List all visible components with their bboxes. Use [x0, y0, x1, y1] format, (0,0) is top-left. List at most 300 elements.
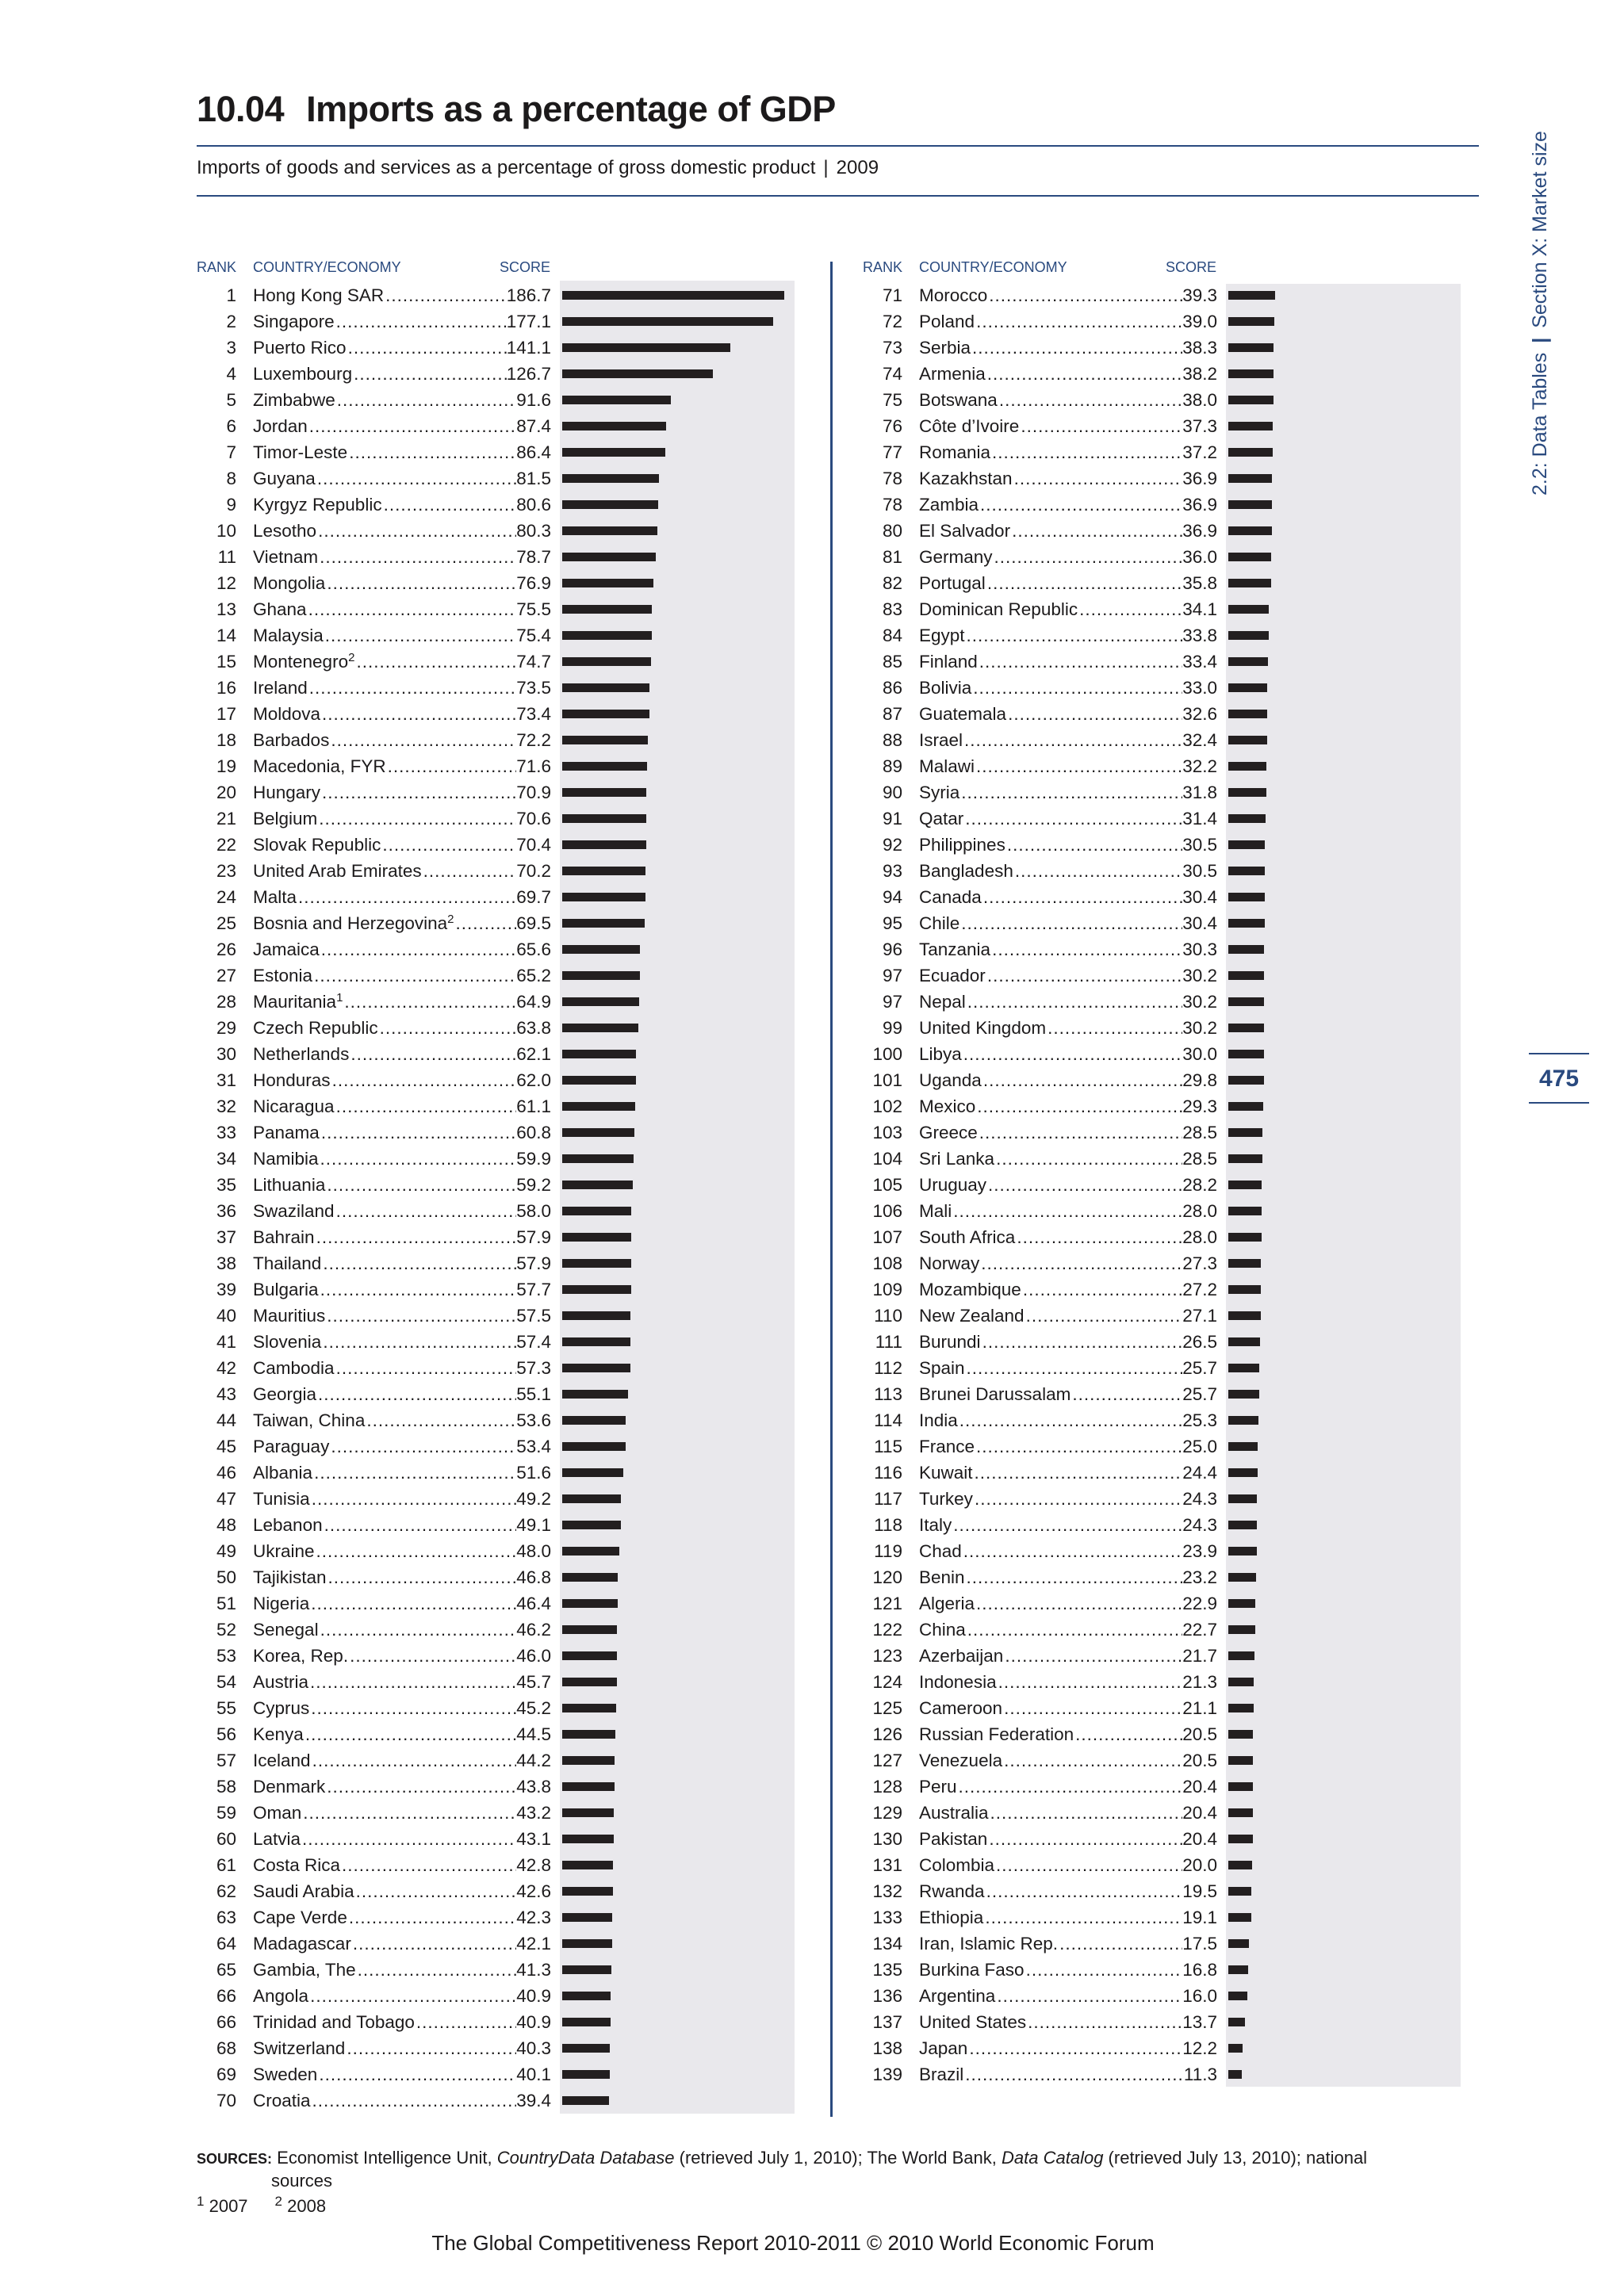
table-row: [197, 1381, 799, 1407]
table-row: [863, 936, 1465, 962]
rank-cell: 40: [216, 1306, 236, 1326]
score-cell: 30.5: [1182, 835, 1217, 855]
country-name-text: Switzerland: [253, 2038, 346, 2058]
country-name-text: Denmark: [253, 1777, 326, 1797]
country-cell: [253, 413, 551, 439]
dot-leader: [325, 1774, 516, 1800]
dot-leader: [1002, 1747, 1182, 1774]
country-cell: [919, 492, 1217, 518]
score-bar: [562, 422, 666, 430]
dot-leader: [308, 413, 516, 439]
country-cell: [919, 701, 1217, 727]
country-name-text: Ecuador: [919, 966, 986, 985]
score-bar: [1228, 945, 1264, 954]
country-name: [919, 308, 975, 335]
dot-leader: [963, 2061, 1184, 2087]
country-name-text: Norway: [919, 1253, 980, 1273]
score-cell: 186.7: [506, 285, 551, 305]
dot-leader: [963, 806, 1182, 832]
score-bar: [1228, 1259, 1261, 1268]
score-bar: [562, 631, 652, 640]
country-cell: [919, 308, 1217, 335]
rank-cell: 89: [882, 756, 902, 776]
table-row: [197, 1067, 799, 1093]
score-cell: 27.1: [1182, 1306, 1217, 1326]
score-bar: [562, 1547, 619, 1556]
rank-cell: 70: [216, 2091, 236, 2110]
rank-cell: 88: [882, 730, 902, 750]
country-cell: [253, 1564, 551, 1590]
country-name: [253, 1486, 310, 1512]
score-cell: 57.9: [516, 1253, 551, 1273]
rank-cell: 90: [882, 783, 902, 802]
country-cell: [919, 596, 1217, 622]
country-cell: [919, 1146, 1217, 1172]
dot-leader: [1002, 1695, 1182, 1721]
table-row: [197, 1276, 799, 1303]
country-name-text: Finland: [919, 652, 978, 672]
country-name-text: Bosnia and Herzegovina: [253, 913, 448, 933]
score-bar: [562, 343, 730, 352]
table-row: [863, 387, 1465, 413]
country-name-text: Rwanda: [919, 1881, 985, 1901]
rank-cell: 8: [226, 469, 236, 488]
rank-cell: 11: [217, 547, 236, 567]
rank-cell: 49: [216, 1541, 236, 1561]
rank-cell: 27: [216, 966, 236, 985]
country-name-text: Costa Rica: [253, 1855, 341, 1875]
dot-leader: [349, 1041, 516, 1067]
country-name-text: El Salvador: [919, 521, 1011, 541]
country-name: [253, 1198, 335, 1224]
footnote-text: 2008: [287, 2196, 327, 2216]
rank-cell: 46: [216, 1463, 236, 1483]
score-cell: 46.2: [516, 1620, 551, 1640]
country-cell: [253, 1015, 551, 1041]
dot-leader: [316, 1381, 516, 1407]
country-name-text: Cyprus: [253, 1698, 310, 1718]
rank-cell: 123: [872, 1646, 902, 1666]
dot-leader: [319, 1617, 517, 1643]
score-bar: [1228, 526, 1272, 535]
table-row: [197, 1041, 799, 1067]
table-row: [863, 1172, 1465, 1198]
country-name: [919, 413, 1019, 439]
score-bar: [1228, 1678, 1254, 1686]
score-bar: [1228, 291, 1275, 300]
country-name: [919, 1355, 965, 1381]
country-name: [253, 1669, 308, 1695]
country-name-text: Montenegro: [253, 652, 349, 672]
country-name: [253, 1355, 335, 1381]
score-cell: 57.7: [516, 1280, 551, 1299]
score-bar: [1228, 683, 1267, 692]
score-cell: 70.6: [516, 809, 551, 828]
dot-leader: [311, 2087, 517, 2114]
dot-leader: [309, 1695, 516, 1721]
table-row: [197, 2009, 799, 2035]
table-row: [863, 335, 1465, 361]
score-cell: 126.7: [506, 364, 551, 384]
country-name-text: Timor-Leste: [253, 442, 348, 462]
country-cell: [919, 962, 1217, 989]
score-cell: 39.4: [516, 2091, 551, 2110]
subtitle-text: Imports of goods and services as a percentage of gross domestic product: [197, 157, 816, 178]
rank-cell: 57: [216, 1751, 236, 1770]
table-row: [863, 1355, 1465, 1381]
country-cell: [919, 1329, 1217, 1355]
rank-cell: 119: [874, 1541, 902, 1561]
table-row: [197, 544, 799, 570]
country-cell: [253, 1093, 551, 1119]
table-row: [197, 1669, 799, 1695]
dot-leader: [454, 910, 517, 936]
score-bar: [1228, 1154, 1262, 1163]
country-name: [253, 1303, 325, 1329]
score-bar: [562, 1468, 623, 1477]
country-cell: [253, 1878, 551, 1904]
score-cell: 86.4: [516, 442, 551, 462]
rank-cell: 124: [872, 1672, 902, 1692]
country-name-text: Colombia: [919, 1855, 995, 1875]
rank-cell: 87: [882, 704, 902, 724]
rank-cell: 114: [874, 1410, 902, 1430]
country-name: [253, 544, 318, 570]
rank-cell: 66: [216, 1986, 236, 2006]
country-name-text: Kazakhstan: [919, 469, 1013, 488]
table-row: [197, 596, 799, 622]
dot-leader: [335, 387, 516, 413]
country-name: [919, 962, 986, 989]
footnotes: [197, 2196, 326, 2217]
dot-leader: [987, 282, 1182, 308]
rank-cell: 74: [882, 364, 902, 384]
score-bar: [1228, 710, 1267, 718]
table-row: [197, 936, 799, 962]
score-bar: [1228, 448, 1273, 457]
table-row: [197, 282, 799, 308]
table-row: [197, 361, 799, 387]
country-name-text: Syria: [919, 783, 960, 802]
country-name: [253, 1931, 351, 1957]
score-cell: 38.0: [1182, 390, 1217, 410]
score-bar: [562, 1913, 612, 1922]
country-name: [919, 1146, 994, 1172]
country-cell: [919, 1957, 1217, 1983]
score-cell: 35.8: [1182, 573, 1217, 593]
subtitle-separator: |: [823, 157, 829, 178]
score-cell: 31.4: [1182, 809, 1217, 828]
rank-cell: 108: [872, 1253, 902, 1273]
rank-cell: 116: [874, 1463, 902, 1483]
country-name: [253, 858, 422, 884]
country-name: [919, 1904, 983, 1931]
country-name-text: Argentina: [919, 1986, 996, 2006]
table-row: [863, 1643, 1465, 1669]
sources-text: (retrieved July 1, 2010); The World Bank,: [674, 2148, 1002, 2168]
table-row: [863, 1538, 1465, 1564]
dot-leader: [952, 1512, 1182, 1538]
score-bar: [1228, 1390, 1259, 1399]
score-cell: 91.6: [516, 390, 551, 410]
country-name: [919, 1643, 1003, 1669]
score-cell: 72.2: [516, 730, 551, 750]
title-rule: [197, 145, 1479, 147]
score-bar: [562, 1494, 621, 1503]
score-cell: 45.2: [516, 1698, 551, 1718]
country-name: [253, 1747, 311, 1774]
country-name-text: Nepal: [919, 992, 966, 1012]
score-bar: [562, 291, 784, 300]
rank-cell: 41: [216, 1332, 236, 1352]
score-bar: [1228, 1311, 1261, 1320]
score-bar: [562, 1704, 616, 1712]
score-bar: [562, 945, 640, 954]
country-name-text: Belgium: [253, 809, 318, 828]
table-row: [197, 1119, 799, 1146]
dot-leader: [323, 1512, 517, 1538]
country-cell: [253, 1486, 551, 1512]
column-divider: [830, 262, 833, 2117]
country-cell: [253, 1198, 551, 1224]
table-row: [863, 1119, 1465, 1146]
dot-leader: [973, 1460, 1183, 1486]
sources-text: sources: [271, 2171, 333, 2191]
score-cell: 80.6: [516, 495, 551, 515]
country-name: [919, 806, 963, 832]
table-row: [197, 1538, 799, 1564]
score-cell: 30.2: [1182, 966, 1217, 985]
country-cell: [253, 2035, 551, 2061]
score-cell: 31.8: [1182, 783, 1217, 802]
country-cell: [253, 727, 551, 753]
table-row: [197, 962, 799, 989]
country-name-text: Egypt: [919, 626, 965, 645]
country-name: [253, 1878, 354, 1904]
dot-leader: [325, 570, 516, 596]
country-name: [919, 1931, 1058, 1957]
table-row: [863, 1224, 1465, 1250]
rank-cell: 28: [216, 992, 236, 1012]
country-name-text: Iceland: [253, 1751, 311, 1770]
table-row: [197, 465, 799, 492]
dot-leader: [979, 492, 1182, 518]
score-cell: 30.3: [1182, 939, 1217, 959]
rank-cell: 103: [872, 1123, 902, 1142]
score-cell: 20.4: [1182, 1829, 1217, 1849]
country-name: [253, 910, 454, 936]
country-name-text: Bangladesh: [919, 861, 1013, 881]
rank-cell: 56: [216, 1724, 236, 1744]
rank-cell: 10: [216, 521, 236, 541]
score-bar: [1228, 1442, 1258, 1451]
score-cell: 27.3: [1182, 1253, 1217, 1273]
country-cell: [919, 465, 1217, 492]
country-name: [253, 1276, 319, 1303]
score-bar: [1228, 867, 1265, 875]
score-cell: 87.4: [516, 416, 551, 436]
rank-cell: 110: [874, 1306, 902, 1326]
country-name-text: Philippines: [919, 835, 1005, 855]
country-cell: [253, 1747, 551, 1774]
country-cell: [919, 910, 1217, 936]
table-row: [197, 1643, 799, 1669]
table-row: [197, 1904, 799, 1931]
dot-leader: [1025, 1303, 1183, 1329]
country-cell: [919, 989, 1217, 1015]
country-name: [253, 1852, 340, 1878]
table-row: [863, 1800, 1465, 1826]
rank-cell: 54: [216, 1672, 236, 1692]
score-cell: 29.3: [1182, 1096, 1217, 1116]
country-name-text: Malaysia: [253, 626, 324, 645]
dot-leader: [348, 1643, 516, 1669]
score-bar: [1228, 1651, 1254, 1660]
score-cell: 65.6: [516, 939, 551, 959]
score-bar: [562, 1756, 615, 1765]
dot-leader: [966, 989, 1182, 1015]
rank-cell: 125: [872, 1698, 902, 1718]
score-bar: [562, 1599, 618, 1608]
score-cell: 62.0: [516, 1070, 551, 1090]
rank-cell: 23: [216, 861, 236, 881]
dot-leader: [1019, 413, 1182, 439]
score-cell: 63.8: [516, 1018, 551, 1038]
score-cell: 39.0: [1182, 312, 1217, 331]
country-name-text: Kenya: [253, 1724, 304, 1744]
table-row: [197, 1695, 799, 1721]
table-row: [863, 1093, 1465, 1119]
score-bar: [562, 500, 658, 509]
country-cell: [253, 936, 551, 962]
country-name-text: Spain: [919, 1358, 965, 1378]
dot-leader: [347, 335, 507, 361]
country-name-text: Libya: [919, 1044, 962, 1064]
table-row: [197, 387, 799, 413]
sources-note: [197, 2147, 1481, 2192]
subtitle-year: 2009: [836, 157, 879, 178]
score-cell: 40.9: [516, 2012, 551, 2032]
dot-leader: [1071, 1381, 1182, 1407]
dot-leader: [415, 2009, 516, 2035]
country-name-text: Luxembourg: [253, 364, 353, 384]
dot-leader: [381, 832, 516, 858]
country-name: [919, 1407, 958, 1433]
country-name: [919, 282, 987, 308]
rank-cell: 132: [872, 1881, 902, 1901]
rank-cell: 113: [874, 1384, 902, 1404]
country-name: [919, 2061, 963, 2087]
score-bar: [562, 1965, 611, 1974]
country-name: [253, 1067, 331, 1093]
dot-leader: [316, 465, 516, 492]
country-cell: [919, 1198, 1217, 1224]
table-row: [197, 1983, 799, 2009]
score-cell: 25.0: [1182, 1437, 1217, 1456]
country-name: [919, 1119, 978, 1146]
country-name-text: Brazil: [919, 2064, 964, 2084]
table-row: [863, 1957, 1465, 1983]
country-cell: [253, 544, 551, 570]
table-row: [863, 884, 1465, 910]
country-name: [919, 1590, 975, 1617]
rank-cell: 19: [216, 756, 236, 776]
table-row: [863, 1512, 1465, 1538]
dot-leader: [345, 2035, 516, 2061]
country-cell: [919, 1564, 1217, 1590]
table-row: [197, 1433, 799, 1460]
country-cell: [919, 1774, 1217, 1800]
score-bar: [1228, 1861, 1252, 1869]
score-bar: [1228, 1416, 1258, 1425]
country-cell: [919, 1381, 1217, 1407]
score-bar: [1228, 1181, 1262, 1189]
rank-cell: 130: [872, 1829, 902, 1849]
score-cell: 69.5: [516, 913, 551, 933]
country-cell: [253, 1983, 551, 2009]
score-cell: 141.1: [506, 338, 551, 358]
country-name: [253, 2035, 345, 2061]
dot-leader: [986, 1172, 1182, 1198]
rank-cell: 36: [216, 1201, 236, 1221]
country-name-text: South Africa: [919, 1227, 1016, 1247]
country-name-text: Italy: [919, 1515, 952, 1535]
table-row: [863, 649, 1465, 675]
country-cell: [253, 1957, 551, 1983]
country-name-text: Tunisia: [253, 1489, 310, 1509]
dot-leader: [347, 439, 516, 465]
country-cell: [919, 1067, 1217, 1093]
score-bar: [1228, 762, 1266, 771]
rank-cell: 52: [216, 1620, 236, 1640]
country-name-text: Malawi: [919, 756, 975, 776]
score-bar: [1228, 317, 1274, 326]
country-cell: [253, 1669, 551, 1695]
table-row: [197, 1774, 799, 1800]
score-cell: 177.1: [506, 312, 551, 331]
dot-leader: [971, 675, 1182, 701]
table-row: [197, 1747, 799, 1774]
dot-leader: [312, 1460, 516, 1486]
score-bar: [1228, 2018, 1245, 2026]
score-bar: [562, 1442, 626, 1451]
rank-cell: 93: [882, 861, 902, 881]
rank-cell: 17: [216, 704, 236, 724]
score-bar: [562, 1154, 634, 1163]
score-bar: [562, 1050, 636, 1058]
country-name: [253, 1590, 309, 1617]
country-name: [253, 1015, 378, 1041]
country-cell: [253, 1774, 551, 1800]
score-cell: 32.2: [1182, 756, 1217, 776]
country-name-text: Botswana: [919, 390, 998, 410]
score-bar: [562, 919, 645, 928]
table-row: [863, 518, 1465, 544]
score-cell: 62.1: [516, 1044, 551, 1064]
country-cell: [253, 962, 551, 989]
country-name: [253, 1983, 308, 2009]
rank-cell: 25: [216, 913, 236, 933]
rank-cell: 7: [226, 442, 236, 462]
score-bar: [1228, 1730, 1253, 1739]
country-name: [919, 1826, 987, 1852]
score-cell: 36.9: [1182, 521, 1217, 541]
score-cell: 65.2: [516, 966, 551, 985]
country-name: [919, 1721, 1074, 1747]
dot-leader: [993, 544, 1183, 570]
table-row: [863, 361, 1465, 387]
country-cell: [919, 1931, 1217, 1957]
